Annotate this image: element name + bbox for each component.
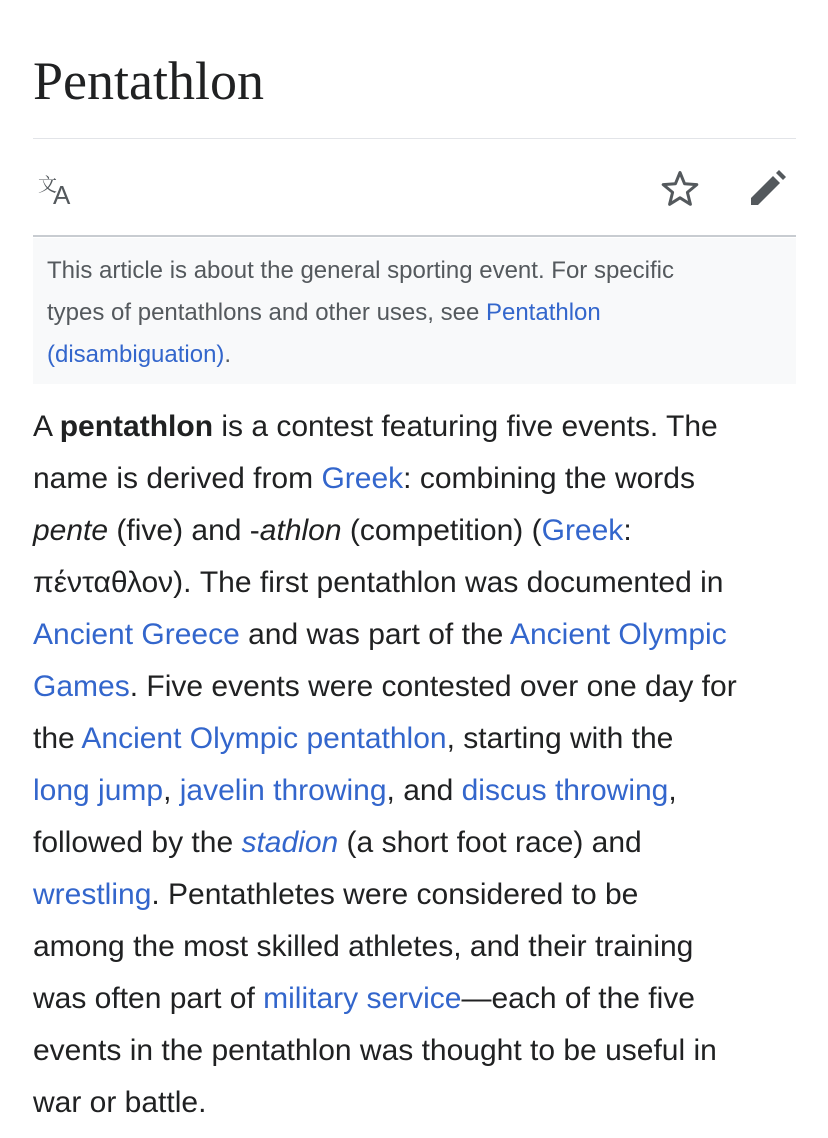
link-ancient-greece[interactable]: Ancient Greece (33, 618, 240, 651)
italic-term: pente (33, 514, 109, 547)
hatnote-text: This article is about the general sporting event. For specific (47, 257, 674, 284)
paragraph-line (33, 1077, 803, 1129)
text: πένταθλον). The first pentathlon was documented in (33, 566, 724, 599)
text: events in the pentathlon was thought to be useful in (33, 1034, 717, 1067)
text: , and (386, 774, 462, 807)
hatnote-line (47, 334, 782, 376)
svg-text:文: 文 (38, 174, 58, 196)
paragraph-line (33, 505, 803, 557)
hatnote-line (47, 250, 782, 292)
link-ancient-olympic-games[interactable]: Ancient Olympic (509, 618, 727, 651)
text: A (33, 410, 60, 443)
hatnote (33, 238, 796, 384)
paragraph-line (33, 921, 803, 973)
page-title: Pentathlon (33, 51, 264, 111)
svg-text:A: A (53, 180, 71, 208)
text: is a contest featuring five events. The (213, 410, 718, 443)
text: (a short foot race) and (338, 826, 642, 859)
link-javelin-throwing[interactable]: javelin throwing (179, 774, 387, 807)
paragraph-line (33, 1025, 803, 1077)
text: , (668, 774, 677, 807)
text: : combining the words (403, 462, 695, 495)
title-divider (33, 138, 796, 139)
link-ancient-olympic-games-cont[interactable]: Games (33, 670, 130, 703)
text: the (33, 722, 82, 755)
lead-paragraph (33, 401, 803, 1129)
bold-term: pentathlon (59, 410, 214, 443)
paragraph-line (33, 453, 803, 505)
text: —each of the five (461, 982, 695, 1015)
hatnote-line (47, 292, 782, 334)
paragraph-line (33, 765, 803, 817)
text: among the most skilled athletes, and their training (33, 930, 694, 963)
text: followed by the (33, 826, 242, 859)
text: was often part of (33, 982, 264, 1015)
paragraph-line (33, 661, 803, 713)
link-discus-throwing[interactable]: discus throwing (461, 774, 669, 807)
italic-term: athlon (259, 514, 342, 547)
link-wrestling[interactable]: wrestling (33, 878, 152, 911)
text: war or battle. (33, 1086, 207, 1119)
text: (competition) ( (341, 514, 542, 547)
link-pentathlon-disambiguation[interactable]: Pentathlon (485, 299, 601, 326)
link-ancient-olympic-pentathlon[interactable]: Ancient Olympic pentathlon (81, 722, 447, 755)
paragraph-line (33, 713, 803, 765)
text: , starting with the (446, 722, 674, 755)
link-military-service[interactable]: military service (263, 982, 462, 1015)
link-greek[interactable]: Greek (321, 462, 404, 495)
text: . Pentathletes were considered to be (151, 878, 639, 911)
paragraph-line (33, 609, 803, 661)
link-pentathlon-disambiguation-cont[interactable]: (disambiguation) (47, 341, 225, 368)
translate-icon[interactable] (38, 172, 82, 208)
text: : (623, 514, 632, 547)
star-icon[interactable] (660, 170, 700, 208)
link-long-jump[interactable]: long jump (33, 774, 164, 807)
text: . Five events were contested over one day for (129, 670, 737, 703)
hatnote-text: types of pentathlons and other uses, see (47, 299, 486, 326)
pencil-icon[interactable] (748, 168, 788, 208)
paragraph-line (33, 817, 803, 869)
text: name is derived from (33, 462, 322, 495)
paragraph-line (33, 869, 803, 921)
link-stadion[interactable]: stadion (241, 826, 339, 859)
text: and was part of the (239, 618, 510, 651)
page-actions-divider (33, 235, 796, 237)
text: (five) and - (108, 514, 260, 547)
link-greek-language[interactable]: Greek (541, 514, 624, 547)
hatnote-text: . (224, 341, 232, 368)
text: , (163, 774, 180, 807)
paragraph-line (33, 557, 803, 609)
paragraph-line (33, 973, 803, 1025)
paragraph-line (33, 401, 803, 453)
